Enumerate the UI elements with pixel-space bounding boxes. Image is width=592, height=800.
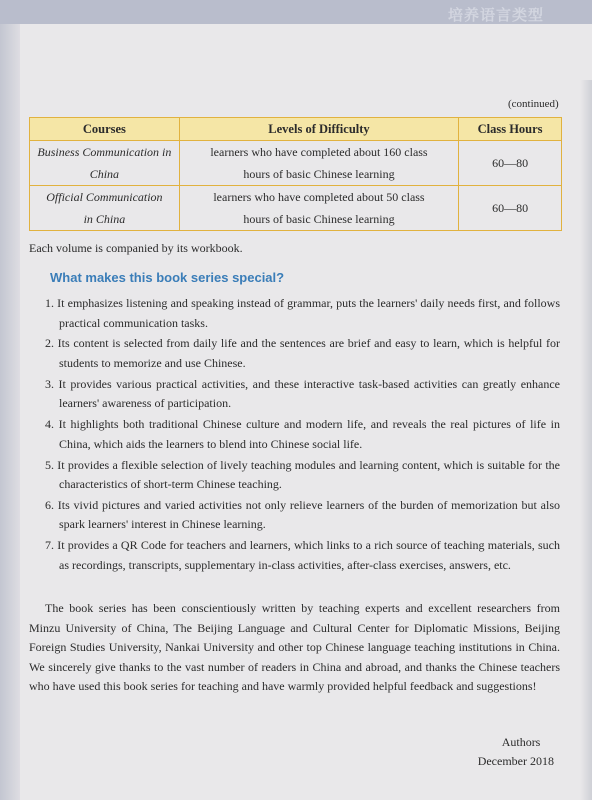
list-item: 4. It highlights both traditional Chinese culture and modern life, and reveals the real pictures of life in China, which aids the learners to blend into Chinese social life. (45, 417, 560, 451)
page-left-edge (0, 24, 20, 800)
course-name-line: Official Communication (46, 190, 163, 204)
difficulty-line: learners who have completed about 160 class (210, 145, 428, 159)
table-row (30, 141, 562, 186)
list-item: 6. Its vivid pictures and varied activities not only relieve learners of the burden of memorization but also spark learners' interest in Chinese learning. (45, 497, 560, 532)
list-item: 5. It provides a flexible selection of lively teaching modules and learning content, which is suitable for the characteristics of short-term Chinese teaching. (45, 457, 560, 492)
list-item: 3. It provides various practical activities, and these interactive task-based activities can greatly enhance learners' awareness of participation. (45, 376, 560, 411)
class-hours-cell: 60—80 (459, 141, 562, 186)
top-decorative-band (0, 0, 592, 24)
column-header: Levels of Difficulty (179, 118, 458, 141)
section-heading: What makes this book series special? (50, 270, 285, 285)
list-item: 2. Its content is selected from daily life and the sentences are brief and easy to learn, which is helpful for students to memorize and use Chinese. (45, 336, 560, 370)
difficulty-line: learners who have completed about 50 class (213, 190, 425, 204)
class-hours-cell: 60—80 (459, 186, 562, 231)
column-header: Class Hours (459, 118, 562, 141)
course-name-line: in China (83, 212, 126, 226)
workbook-note: Each volume is companied by its workbook. (29, 241, 243, 255)
course-cell (30, 186, 180, 231)
table-row (30, 186, 562, 231)
signature-date: December 2018 (477, 754, 554, 768)
signature-block (478, 733, 554, 771)
closing-paragraph: The book series has been conscientiously written by teaching experts and excellent researchers from Minzu University of China, The Beijing Language and Cultural Center for Diplomatic Missions, Beijing Foreign Studies University, Nankai University and other top Chinese language teaching institutions in China. We sincerely give thanks to the vast number of readers in China and abroad, and thanks the Chinese teachers who have used this book series for teaching and have warmly provided helpful feedback and suggestions! (29, 601, 560, 694)
signature-author: Authors (501, 735, 541, 749)
difficulty-cell (179, 141, 458, 186)
list-item: 7. It provides a QR Code for teachers and learners, which links to a rich source of teaching materials, such as recordings, transcripts, supplementary in-class activities, after-class exercises, answers, etc. (45, 538, 560, 572)
course-cell (30, 141, 180, 186)
table-header-row (30, 118, 562, 141)
course-name-line: China (89, 167, 120, 181)
course-name-line: Business Communication in (37, 145, 172, 159)
column-header: Courses (30, 118, 180, 141)
list-item: 1. It emphasizes listening and speaking instead of grammar, puts the learners' daily needs first, and follows practical communication tasks. (45, 296, 560, 330)
page-right-edge (580, 80, 592, 800)
features-list (45, 294, 560, 577)
band-watermark: 培养语言类型 (448, 7, 545, 24)
difficulty-line: hours of basic Chinese learning (243, 212, 395, 226)
difficulty-cell (179, 186, 458, 231)
courses-table (29, 117, 562, 231)
continued-label: (continued) (508, 98, 559, 110)
difficulty-line: hours of basic Chinese learning (243, 167, 395, 181)
